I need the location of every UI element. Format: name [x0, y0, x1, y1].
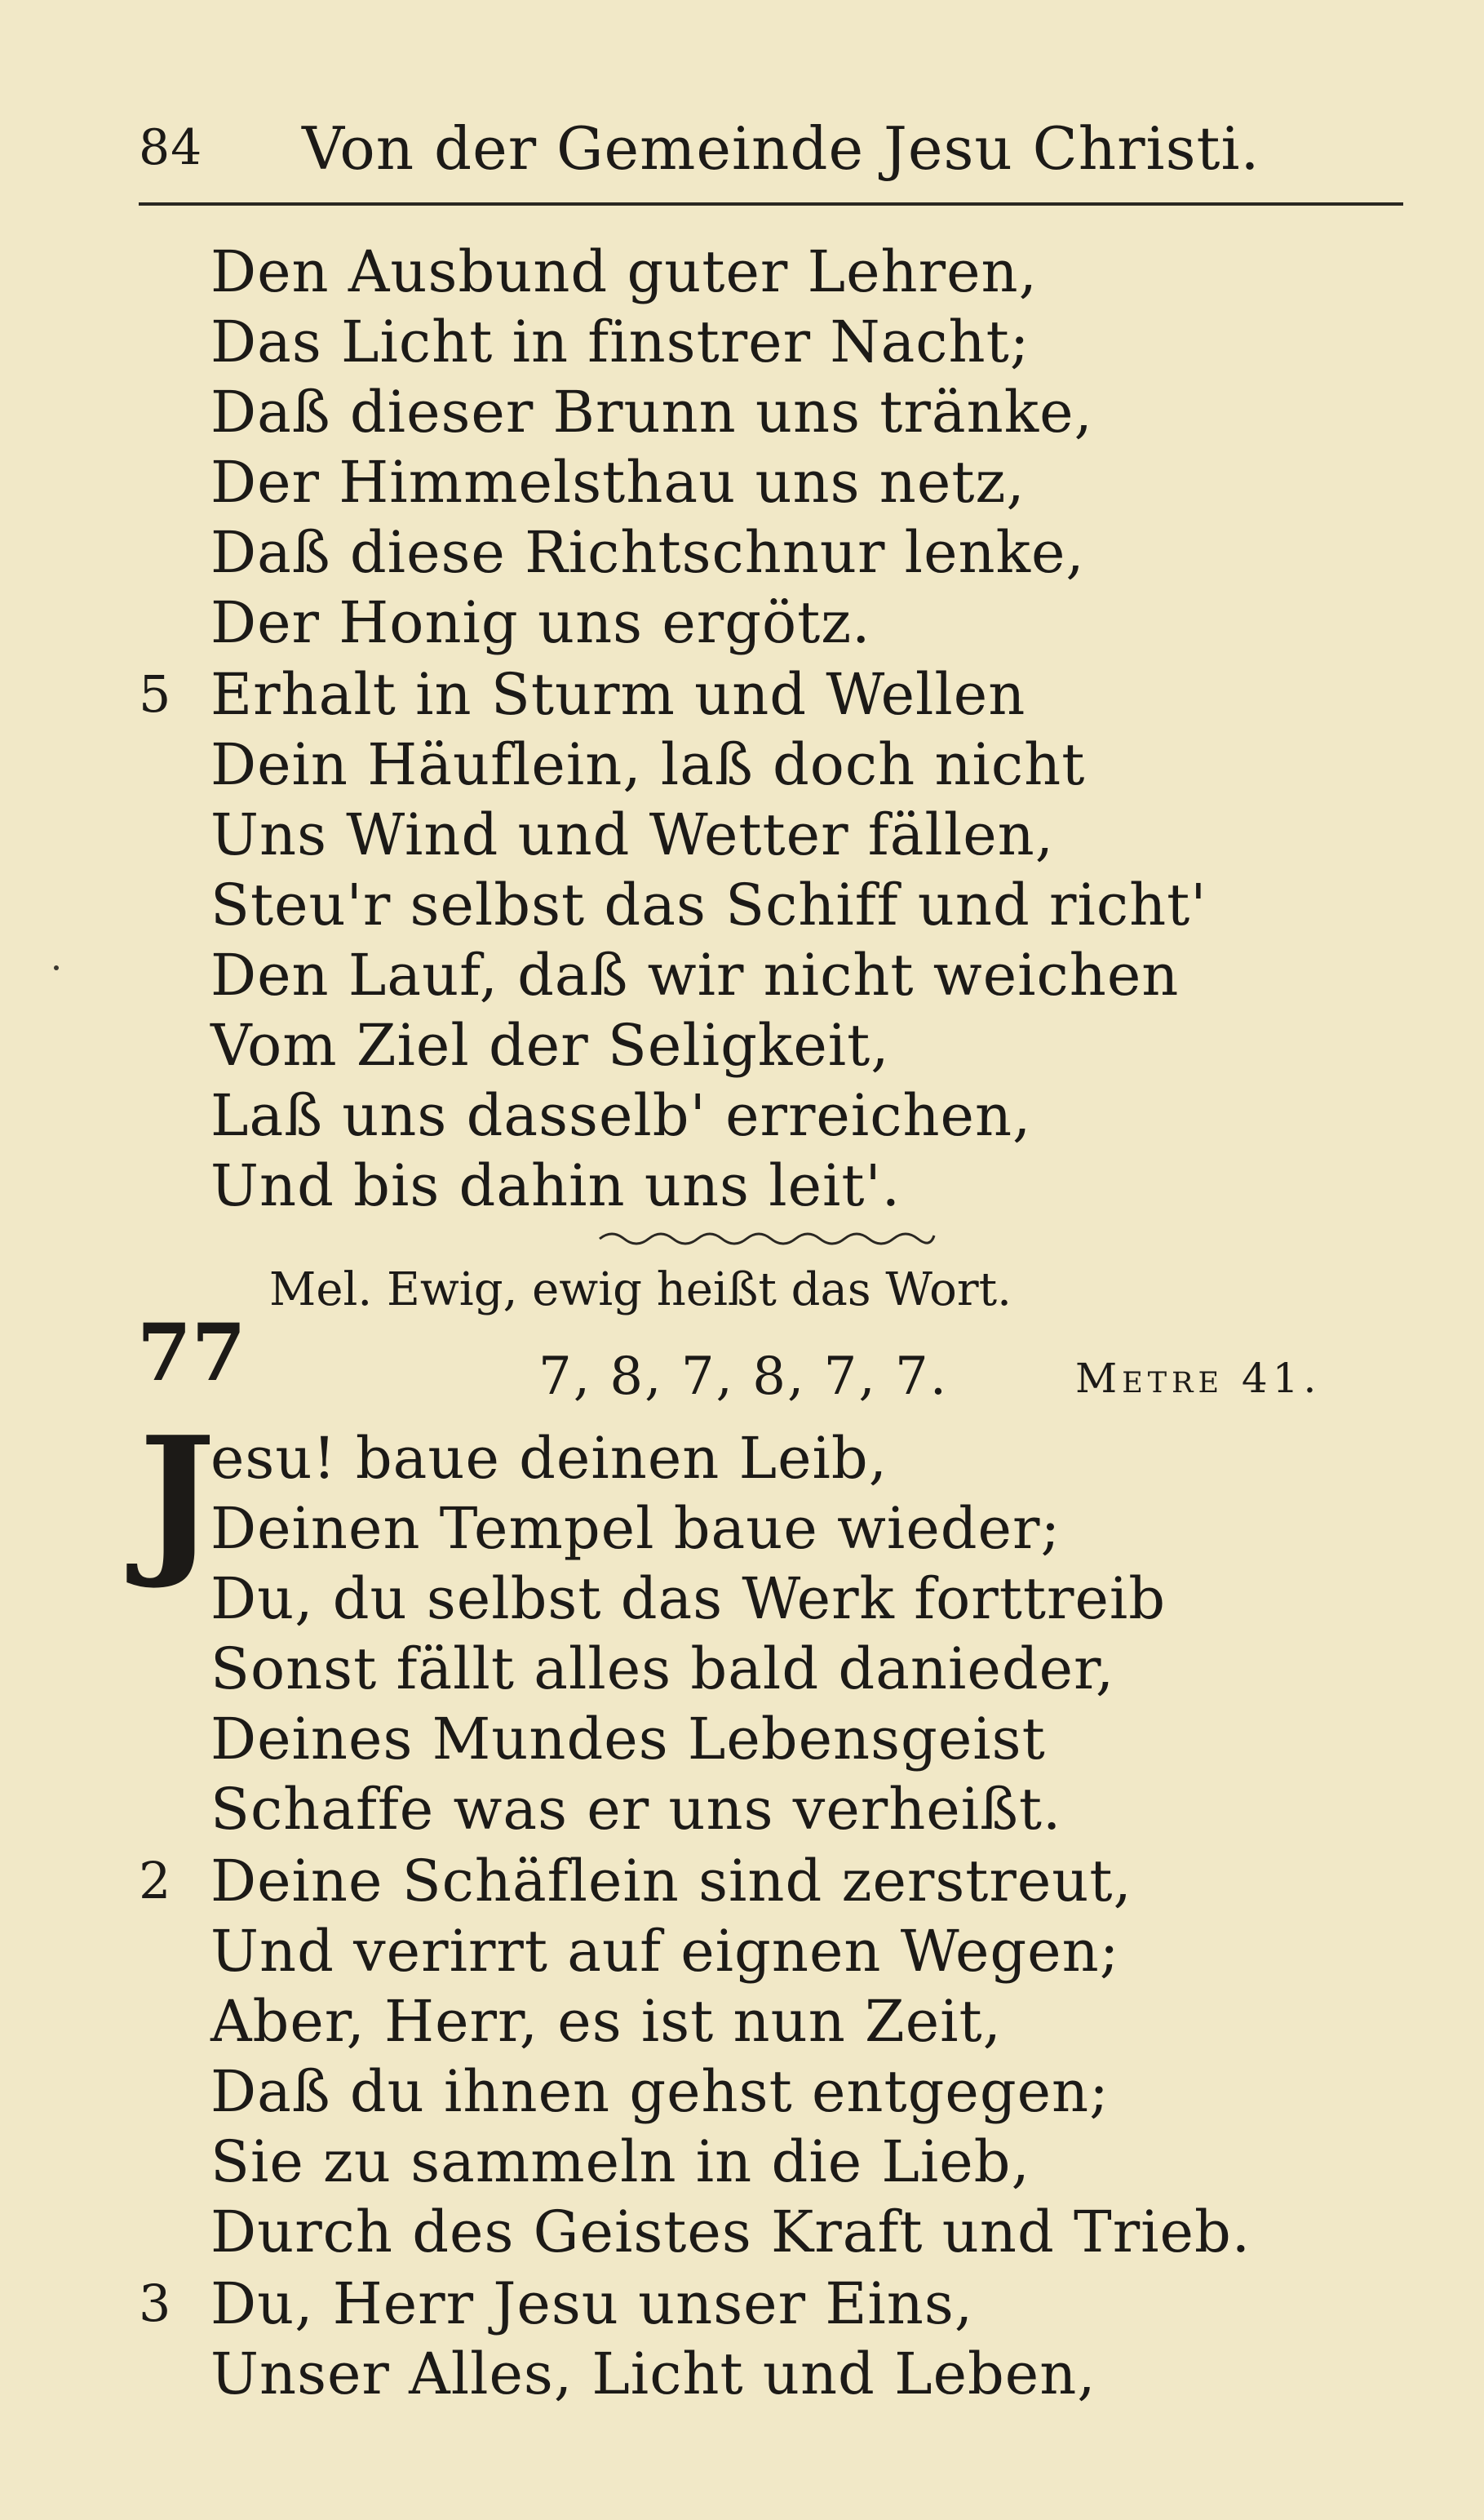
verse-line: Durch des Geistes Kraft und Trieb. — [210, 2198, 1251, 2265]
verse-line: Sonst fällt alles bald danieder, — [210, 1635, 1115, 1702]
hymn-number: 77 — [137, 1307, 246, 1399]
verse-line: Der Honig uns ergötz. — [210, 589, 871, 656]
verse-line: Du, Herr Jesu unser Eins, — [210, 2270, 974, 2337]
verse-line: Deine Schäflein sind zerstreut, — [210, 1848, 1132, 1914]
verse-line: Daß diese Richtschnur lenke, — [210, 519, 1085, 586]
verse-line: Sie zu sammeln in die Lieb, — [210, 2128, 1030, 2195]
stanza-number: 5 — [139, 664, 171, 724]
verse-line: Das Licht in finstrer Nacht; — [210, 308, 1030, 375]
verse-line: Deines Mundes Lebensgeist — [210, 1706, 1046, 1772]
verse-line: Schaffe was er uns verheißt. — [210, 1776, 1062, 1843]
page-header — [139, 114, 1411, 196]
metre-label: Metre 41. — [1075, 1355, 1322, 1402]
verse-line: Daß du ihnen gehst entgegen; — [210, 2058, 1110, 2125]
verse-line: Dein Häuflein, laß doch nicht — [210, 731, 1086, 798]
verse-line: Und verirrt auf eignen Wegen; — [210, 1918, 1120, 1985]
stanza-number: 2 — [139, 1851, 171, 1910]
verse-line: Den Ausbund guter Lehren, — [210, 238, 1038, 305]
drop-cap: J — [139, 1401, 216, 1593]
paper-speck — [54, 965, 59, 970]
verse-line: Steu'r selbst das Schiff und richt' — [210, 872, 1207, 938]
verse-line: Unser Alles, Licht und Leben, — [210, 2340, 1096, 2407]
verse-line: Und bis dahin uns leit'. — [210, 1152, 901, 1219]
header-rule — [139, 202, 1403, 206]
metre-numbers: 7, 8, 7, 8, 7, 7. — [538, 1347, 949, 1407]
verse-line: Erhalt in Sturm und Wellen — [210, 661, 1026, 728]
verse-line: Uns Wind und Wetter fällen, — [210, 801, 1054, 868]
verse-line: Laß uns dasselb' erreichen, — [210, 1082, 1032, 1149]
verse-line: Deinen Tempel baue wieder; — [210, 1495, 1061, 1562]
verse-line: Daß dieser Brunn uns tränke, — [210, 379, 1093, 446]
verse-line: Vom Ziel der Seligkeit, — [210, 1012, 890, 1079]
verse-line: Der Himmelsthau uns netz, — [210, 449, 1026, 516]
page-number: 84 — [139, 119, 203, 176]
verse-line: Aber, Herr, es ist nun Zeit, — [210, 1988, 1002, 2055]
verse-line: Den Lauf, daß wir nicht weichen — [210, 942, 1180, 1009]
verse-line: Du, du selbst das Werk forttreib — [210, 1565, 1167, 1632]
verse-line: esu! baue deinen Leib, — [210, 1425, 888, 1492]
wave-ornament — [596, 1224, 938, 1249]
running-title: Von der Gemeinde Jesu Christi. — [302, 114, 1260, 183]
stanza-number: 3 — [139, 2274, 171, 2333]
melody-reference: Mel. Ewig, ewig heißt das Wort. — [269, 1263, 1012, 1316]
